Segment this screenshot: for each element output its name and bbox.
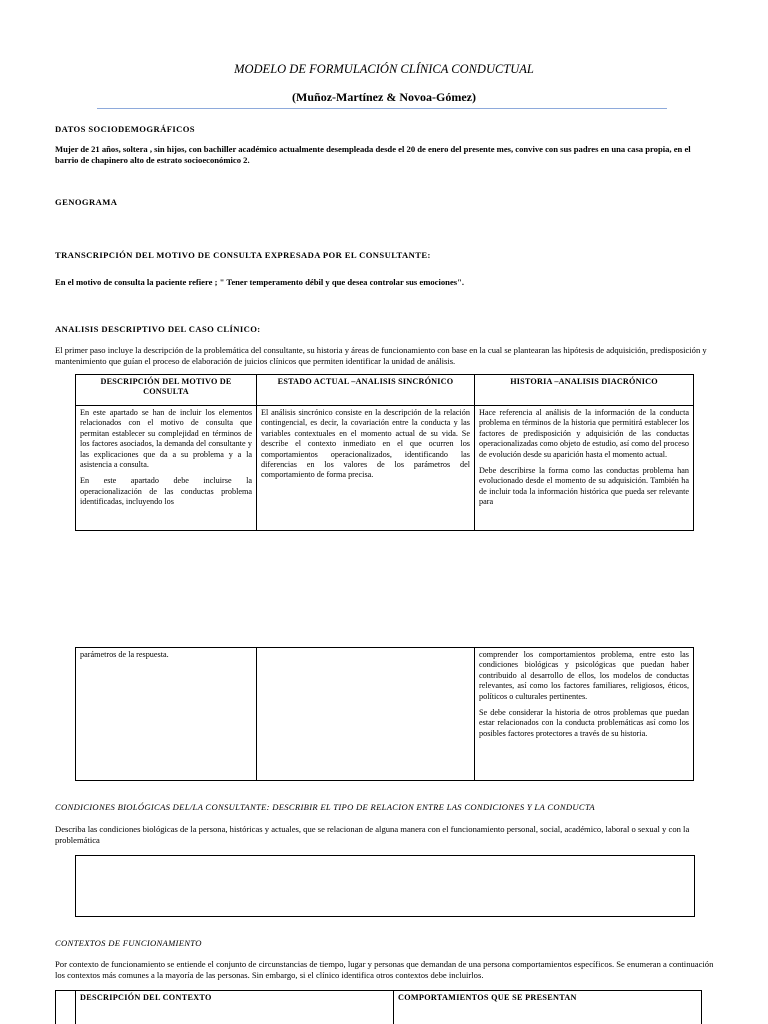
table-cell-motivo <box>76 406 257 531</box>
table-cell-sincronico <box>257 406 475 531</box>
table-header-motivo: DESCRIPCIÓN DEL MOTIVO DE CONSULTA <box>76 375 257 406</box>
table-header-diacronico: HISTORIA –ANALISIS DIACRÓNICO <box>475 375 694 406</box>
analysis-table-continued <box>75 647 695 781</box>
contextos-heading: CONTEXTOS DE FUNCIONAMIENTO <box>55 938 202 948</box>
biologicas-text: Describa las condiciones biológicas de la persona, históricas y actuales, que se relacionan de alguna manera con el funcionamiento personal, social, académico, laboral o sexual y con la problemática <box>55 824 690 845</box>
document-authors: (Muñoz-Martínez & Novoa-Gómez) <box>292 90 476 104</box>
socio-text: Mujer de 21 años, soltera , sin hijos, con bachiller académico actualmente desempleada desde el 20 de enero del presente mes, convive con sus padres en una casa propia, en el barrio de chapinero alto de estrato socioeconómico 2. <box>55 144 691 165</box>
contexts-table <box>55 990 703 1024</box>
contexts-header-descripcion: DESCRIPCIÓN DEL CONTEXTO <box>76 991 394 1024</box>
diacronico-cont-paragraph: Se debe considerar la historia de otros problemas que puedan estar relacionados con la conducta problemáticas así como los posibles factores protectores a través de su historia. <box>479 708 689 738</box>
analisis-heading: ANALISIS DESCRIPTIVO DEL CASO CLÍNICO: <box>55 324 261 334</box>
diacronico-cell-paragraph: Debe describirse la forma como las conductas problema han evolucionado desde el momento de su adquisición. También ha de incluir toda la información histórica que pueda ser relevante para <box>479 466 689 507</box>
analisis-text: El primer paso incluye la descripción de la problemática del consultante, su historia y áreas de funcionamiento con base en la cual se plantearan las hipótesis de adquisición, predisposición y mantenimiento que guían el proceso de elaboración de juicios clínicos que permiten identificar la unidad de análisis. <box>55 345 707 366</box>
table-cell-diacronico-cont <box>475 648 694 781</box>
sincronico-cell-paragraph: El análisis sincrónico consiste en la descripción de la relación contingencial, es decir, la covariación entre la conducta y las variables contextuales en el momento actual de su vida. Se describe el contexto inmediato en el que ocurren los comportamientos operacionalizados, identificando las diferencias en los valores de los parámetros del comportamiento de forma precisa. <box>261 408 470 480</box>
biologicas-heading: CONDICIONES BIOLÓGICAS DEL/LA CONSULTANTE: DESCRIBIR EL TIPO DE RELACION ENTRE LAS CONDICIONES Y LA CONDUCTA <box>55 802 595 812</box>
title-divider <box>97 108 667 109</box>
diacronico-cont-paragraph: comprender los comportamientos problema, entre esto las condiciones biológicas y psicológicas que puedan haber contribuido al desarrollo de ellos, los modelos de conductas relevantes, así como los factores familiares, religiosos, éticos, políticos o culturales pertinentes. <box>479 650 689 701</box>
contexts-header-comportamientos: COMPORTAMIENTOS QUE SE PRESENTAN <box>394 991 702 1024</box>
analysis-table-top <box>75 374 695 532</box>
motivo-text: En el motivo de consulta la paciente refiere ; " Tener temperamento débil y que desea controlar sus emociones". <box>55 277 465 287</box>
contexts-table-index-cell <box>56 991 76 1024</box>
diacronico-cell-paragraph: Hace referencia al análisis de la información de la conducta problema en términos de la historia que permitirá establecer los factores de predisposición y adquisición de las conductas operacionalizadas como objeto de estudio, así como del proceso de evolución desde su aparición hasta el momento actual. <box>479 408 689 459</box>
document-title: MODELO DE FORMULACIÓN CLÍNICA CONDUCTUAL <box>234 62 534 76</box>
socio-heading: DATOS SOCIODEMOGRÁFICOS <box>55 124 195 134</box>
motivo-cell-paragraph: En este apartado se han de incluir los elementos relacionados con el motivo de consulta que permitan establecer su complejidad en términos de los factores asociados, la demanda del consultante y las explicaciones que da a su problema y a la asistencia a consulta. <box>80 408 252 470</box>
motivo-cell-paragraph: En este apartado debe incluirse la operacionalización de las conductas problema identificadas, incluyendo los <box>80 476 252 507</box>
contextos-text: Por contexto de funcionamiento se entiende el conjunto de circunstancias de tiempo, lugar y personas que demandan de una persona comportamientos específicos. Se enumeran a continuación los contextos más comunes a la mayoría de las personas. Sin embargo, si el clínico identifica otros contextos debe incluirlos. <box>55 959 714 980</box>
genograma-heading: GENOGRAMA <box>55 197 118 207</box>
motivo-cont-paragraph: parámetros de la respuesta. <box>80 650 169 659</box>
biologicas-answer-box[interactable] <box>75 855 695 917</box>
table-header-sincronico: ESTADO ACTUAL –ANALISIS SINCRÓNICO <box>257 375 475 406</box>
table-cell-motivo-cont <box>76 648 257 781</box>
table-cell-sincronico-cont <box>257 648 475 781</box>
table-cell-diacronico <box>475 406 694 531</box>
motivo-heading: TRANSCRIPCIÓN DEL MOTIVO DE CONSULTA EXPRESADA POR EL CONSULTANTE: <box>55 250 431 260</box>
